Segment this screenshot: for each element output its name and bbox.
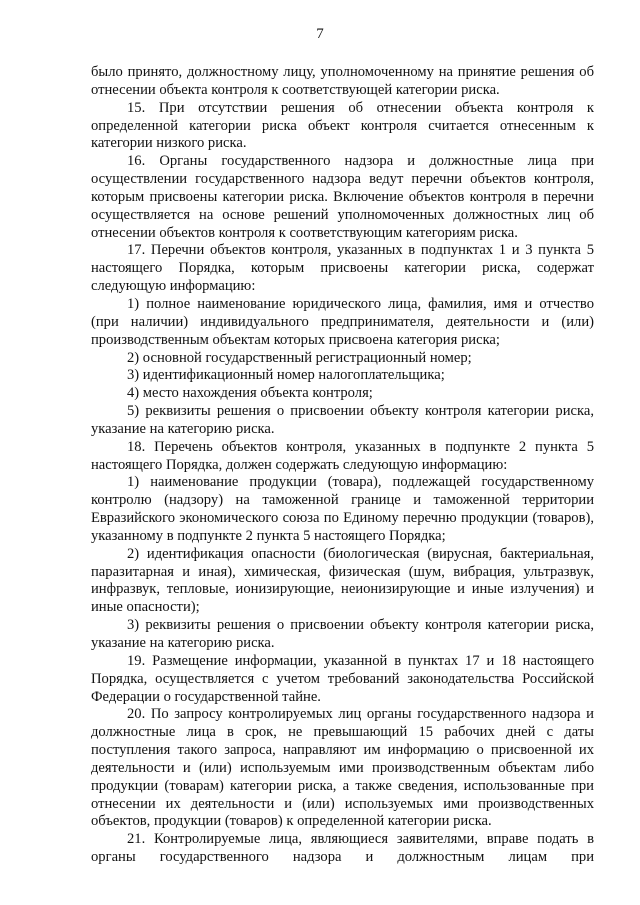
paragraph-17-item-3: 3) идентификационный номер налогоплательщика; bbox=[127, 367, 445, 384]
paragraph-18-item-2: 2) идентификация опасности (биологическая (вирусная, бактериальная, паразитарная и иная), химическая, физическая (шум, вибрация, ультразвук, инфразвук, тепловые, ионизирующие, неионизирующие и иные излучения) и иные опасности); bbox=[91, 545, 594, 616]
paragraph-17-item-1: 1) полное наименование юридического лица, фамилия, имя и отчество (при наличии) индивидуального предпринимателя, деятельности и (или) производственным объектам которых присвоена категория риска; bbox=[91, 295, 594, 348]
document-body bbox=[91, 64, 594, 867]
paragraph-18: 18. Перечень объектов контроля, указанных в подпункте 2 пункта 5 настоящего Порядка, должен содержать следующую информацию: bbox=[91, 438, 594, 473]
page-number: 7 bbox=[316, 26, 324, 42]
paragraph-17: 17. Перечни объектов контроля, указанных в подпунктах 1 и 3 пункта 5 настоящего Порядка, которым присвоены категории риска, содержат следующую информацию: bbox=[91, 242, 594, 295]
paragraph-21: 21. Контролируемые лица, являющиеся заявителями, вправе подать в органы государственного надзора и должностным лицам при bbox=[91, 831, 594, 866]
paragraph-17-item-2: 2) основной государственный регистрационный номер; bbox=[127, 349, 472, 366]
paragraph-17-item-4: 4) место нахождения объекта контроля; bbox=[127, 385, 373, 402]
paragraph-15: 15. При отсутствии решения об отнесении объекта контроля к определенной категории риска объект контроля считается отнесенным к категории низкого риска. bbox=[91, 99, 594, 152]
paragraph-16: 16. Органы государственного надзора и должностные лица при осуществлении государственного надзора ведут перечни объектов контроля, которым присвоены категории риска. Включение объектов контроля в перечни осуществляется на основе решений уполномоченных должностных лиц об отнесении объектов контроля к соответствующим категориям риска. bbox=[91, 153, 594, 241]
paragraph-17-item-5: 5) реквизиты решения о присвоении объекту контроля категории риска, указание на категорию риска. bbox=[91, 403, 594, 437]
paragraph-19: 19. Размещение информации, указанной в пунктах 17 и 18 настоящего Порядка, осуществляется с учетом требований законодательства Российской Федерации о государственной тайне. bbox=[91, 652, 594, 705]
paragraph-continuation: было принято, должностному лицу, уполномоченному на принятие решения об отнесении объекта контроля к соответствующей категории риска. bbox=[91, 64, 594, 98]
paragraph-20: 20. По запросу контролируемых лиц органы государственного надзора и должностные лица в срок, не превышающий 15 рабочих дней с даты поступления такого запроса, направляют им информацию о присвоенной их деятельности и (или) используемым ими производственным объектам либо продукции (товарам) категории риска, а также сведения, использованные при отнесении их деятельности и (или) используемых ими производственных объектов, продукции (товаров) к определенной категории риска. bbox=[91, 706, 594, 830]
paragraph-18-item-3: 3) реквизиты решения о присвоении объекту контроля категории риска, указание на категорию риска. bbox=[91, 617, 594, 651]
paragraph-18-item-1: 1) наименование продукции (товара), подлежащей государственному контролю (надзору) на таможенной границе и таможенной территории Евразийского экономического союза по Единому перечню продукции (товаров), указанному в подпункте 2 пункта 5 настоящего Порядка; bbox=[91, 474, 594, 544]
